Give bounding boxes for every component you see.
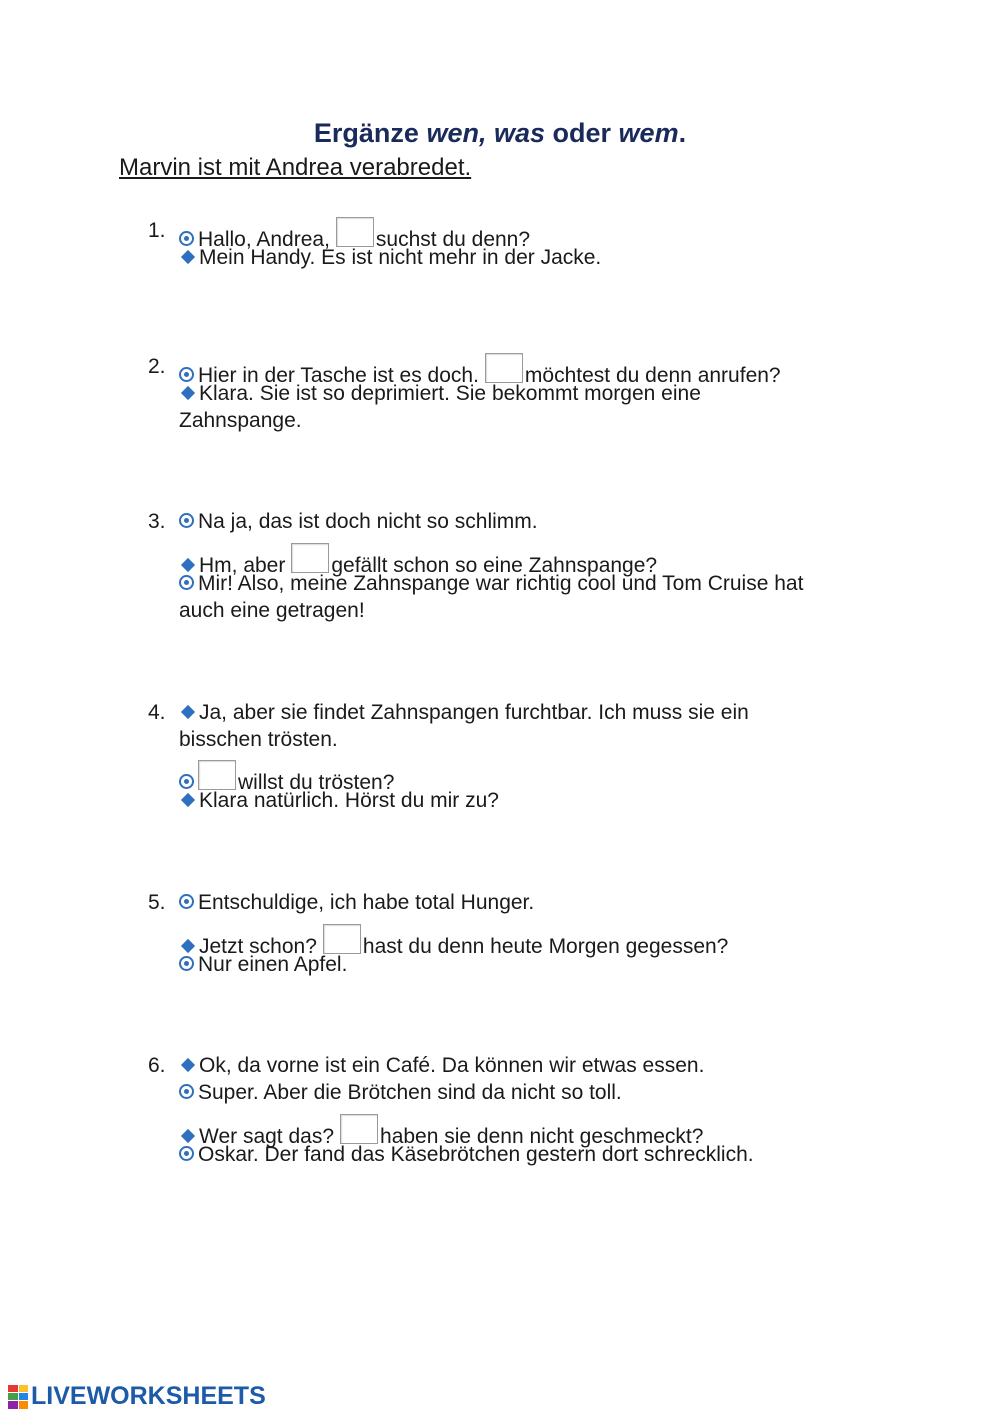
dialogue-line: Zahnspange. (179, 409, 302, 432)
diamond-icon (181, 250, 195, 264)
brand-footer (8, 1382, 266, 1411)
circle-dot-icon (179, 1146, 194, 1161)
dialogue-line: willst du trösten? (179, 760, 394, 796)
dialogue-line: Jetzt schon? hast du denn heute Morgen gegessen? (179, 924, 728, 960)
exercise-number: 2. (148, 355, 166, 378)
dialogue-line: Nur einen Apfel. (179, 951, 347, 978)
diamond-icon (181, 793, 195, 807)
exercise-number: 4. (148, 701, 166, 724)
dialogue-line: Hier in der Tasche ist es doch. möchtest du denn anrufen? (179, 353, 781, 389)
answer-blank-2[interactable] (485, 353, 523, 383)
dialogue-line: auch eine getragen! (179, 599, 365, 622)
circle-dot-icon (179, 956, 194, 971)
circle-dot-icon (179, 575, 194, 590)
dialogue-line: Entschuldige, ich habe total Hunger. (179, 889, 534, 916)
diamond-icon (181, 1058, 195, 1072)
dialogue-line: Hm, aber gefällt schon so eine Zahnspange? (179, 543, 657, 579)
dialogue-line: Wer sagt das? haben sie denn nicht geschmeckt? (179, 1114, 703, 1150)
page-subtitle: Marvin ist mit Andrea verabredet. (119, 154, 472, 181)
dialogue-line: Mir! Also, meine Zahnspange war richtig cool und Tom Cruise hat (179, 570, 803, 597)
diamond-icon (181, 705, 195, 719)
circle-dot-icon (179, 894, 194, 909)
circle-dot-icon (179, 1084, 194, 1099)
answer-blank-3[interactable] (291, 543, 329, 573)
dialogue-line: Ok, da vorne ist ein Café. Da können wir etwas essen. (179, 1052, 704, 1079)
dialogue-line: bisschen trösten. (179, 728, 338, 751)
dialogue-line: Klara. Sie ist so deprimiert. Sie bekommt morgen eine (179, 380, 701, 407)
brand-name: LIVEWORKSHEETS (31, 1382, 266, 1410)
dialogue-line: Hallo, Andrea, suchst du denn? (179, 217, 530, 253)
dialogue-line: Oskar. Der fand das Käsebrötchen gestern dort schrecklich. (179, 1141, 754, 1168)
answer-blank-5[interactable] (323, 924, 361, 954)
dialogue-line: Super. Aber die Brötchen sind da nicht so toll. (179, 1079, 622, 1106)
exercise-number: 5. (148, 891, 166, 914)
answer-blank-4[interactable] (198, 760, 236, 790)
dialogue-line: Ja, aber sie findet Zahnspangen furchtbar. Ich muss sie ein (179, 699, 749, 726)
answer-blank-1[interactable] (336, 217, 374, 247)
answer-blank-6[interactable] (340, 1114, 378, 1144)
dialogue-line: Klara natürlich. Hörst du mir zu? (179, 787, 499, 814)
brand-logo-icon (8, 1385, 28, 1409)
dialogue-line: Mein Handy. Es ist nicht mehr in der Jacke. (179, 244, 601, 271)
exercise-number: 6. (148, 1054, 166, 1077)
exercise-number: 3. (148, 510, 166, 533)
circle-dot-icon (179, 513, 194, 528)
page-title: Ergänze wen, was oder wem. (313, 118, 687, 148)
dialogue-line: Na ja, das ist doch nicht so schlimm. (179, 508, 538, 535)
exercise-number: 1. (148, 219, 166, 242)
diamond-icon (181, 386, 195, 400)
